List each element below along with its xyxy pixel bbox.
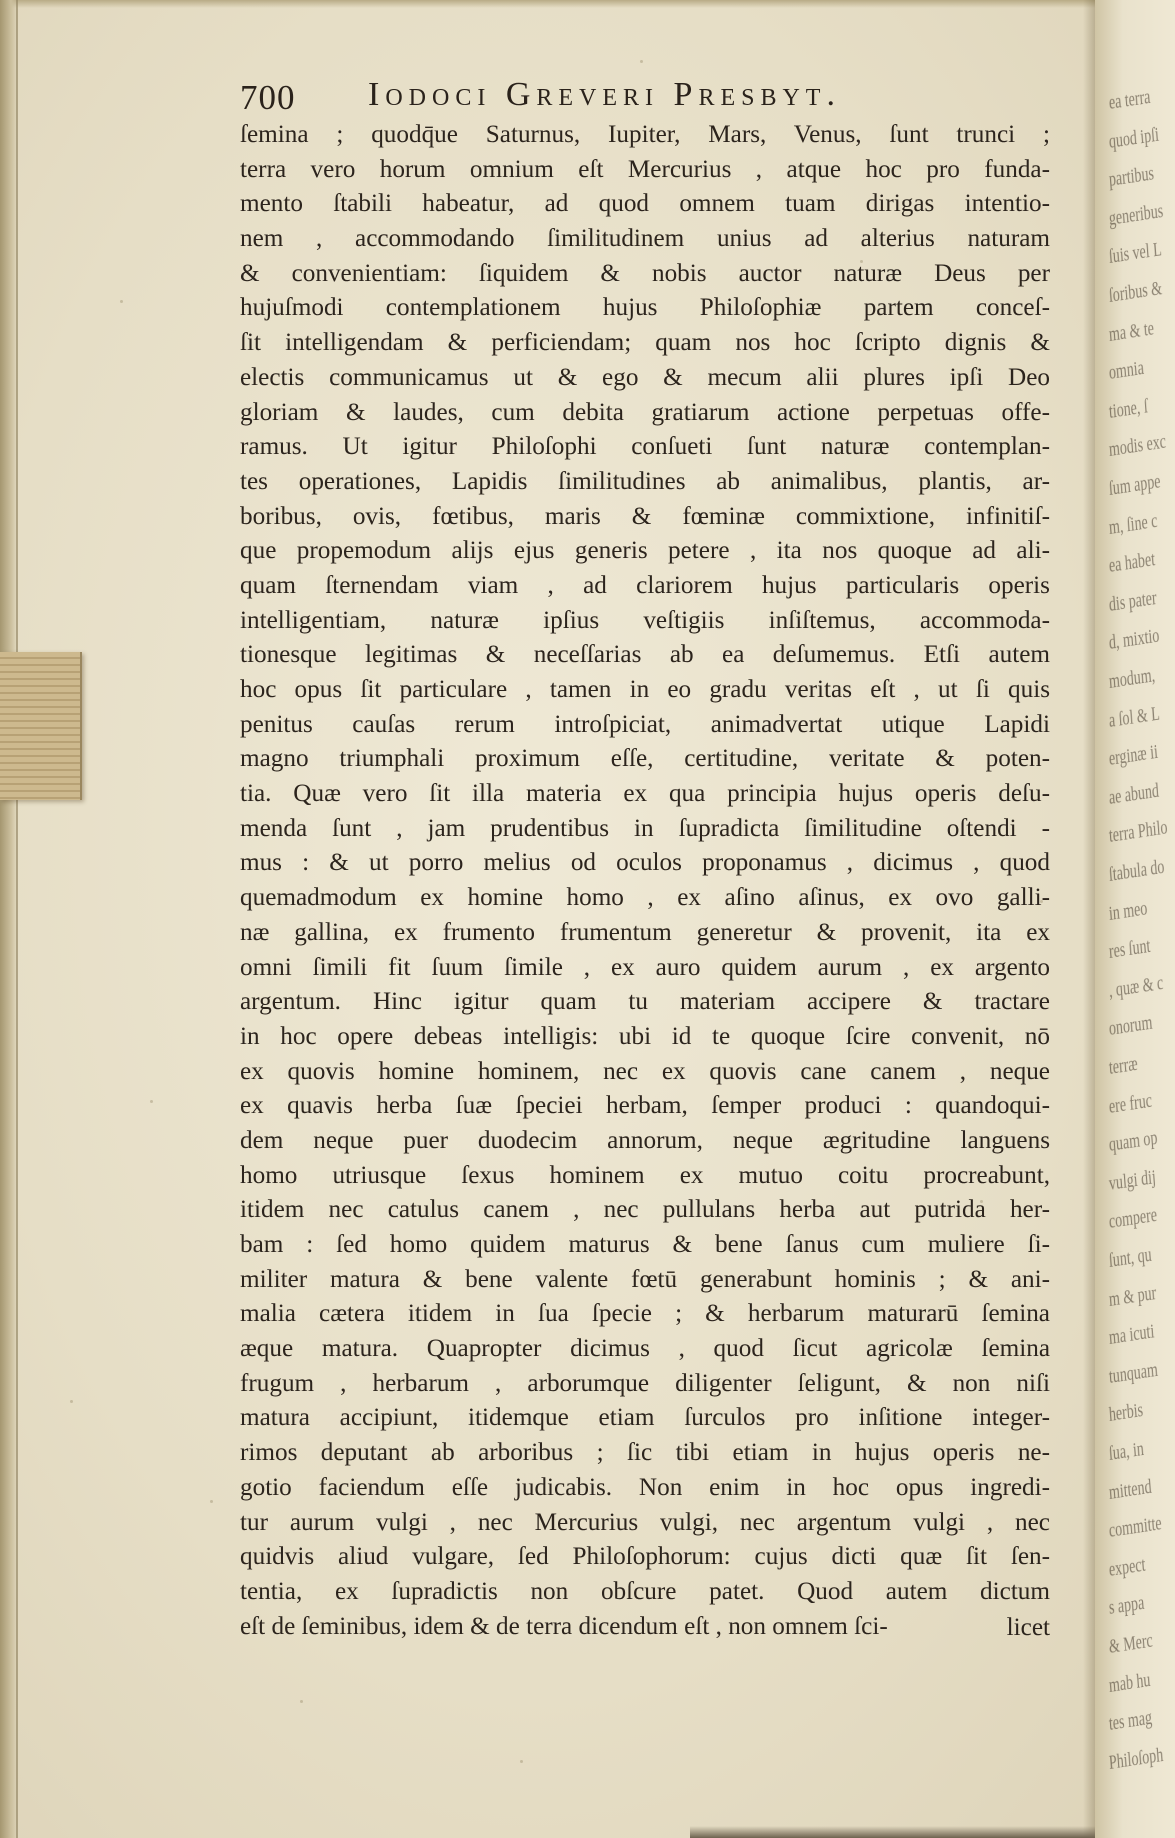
paper-tab bbox=[0, 652, 82, 800]
facing-page-fragment: , quæ & c bbox=[1108, 971, 1164, 1002]
facing-page-fragment: tione, ſ bbox=[1108, 395, 1149, 423]
paper-speck bbox=[70, 1400, 73, 1403]
facing-page-fragment: ma & te bbox=[1108, 316, 1155, 346]
text-line: hoc opus ſit particulare , tamen in eo gradu veritas eſt , ut ſi quis bbox=[240, 676, 1050, 703]
facing-page-fragment: ſtabula do bbox=[1108, 855, 1166, 886]
facing-page-fragment: a ſol & L bbox=[1108, 702, 1161, 732]
text-line: tur aurum vulgi , nec Mercurius vulgi, nec argentum vulgi , nec bbox=[240, 1508, 1050, 1536]
text-line: mento ſtabili habeatur, ad quod omnem tuam dirigas intentio- bbox=[240, 190, 1050, 218]
text-line: ramus. Ut igitur Philoſophi conſueti ſunt naturæ contemplan- bbox=[240, 433, 1050, 461]
text-line: næ gallina, ex frumento frumentum generetur & provenit, ita ex bbox=[240, 918, 1050, 946]
text-line: rimos deputant ab arboribus ; ſic tibi etiam in hujus operis ne- bbox=[240, 1439, 1050, 1467]
paper-speck bbox=[640, 60, 643, 63]
text-line: nem , accommodando ſimilitudinem unius ad alterius naturam bbox=[240, 225, 1050, 253]
facing-page-fragment: ea terra bbox=[1108, 85, 1152, 114]
page-top-edge bbox=[0, 0, 1175, 8]
facing-page-fragment: erginæ ii bbox=[1108, 740, 1159, 771]
facing-page-fragment: omnia bbox=[1108, 357, 1145, 385]
text-line: que propemodum alijs ejus generis petere , ita nos quoque ad ali- bbox=[240, 537, 1050, 565]
facing-page-fragment: ſum appe bbox=[1108, 470, 1162, 500]
paper-speck bbox=[1040, 900, 1043, 903]
facing-page-fragment: quam op bbox=[1108, 1126, 1159, 1157]
text-line: tes operationes, Lapidis ſimilitudines ab animalibus, plantis, ar- bbox=[240, 467, 1050, 495]
gutter-fold-line bbox=[16, 0, 18, 1838]
text-line: gotio faciendum eſſe judicabis. Non enim in hoc opus ingredi- bbox=[240, 1473, 1050, 1501]
text-line: hujuſmodi contemplationem hujus Philoſophiæ partem conceſ- bbox=[240, 294, 1050, 322]
text-line: bam : ſed homo quidem maturus & bene ſanus cum muliere ſi- bbox=[240, 1231, 1050, 1258]
facing-page-fragment: partibus bbox=[1108, 162, 1155, 192]
facing-page-fragment: tes mag bbox=[1108, 1706, 1153, 1736]
text-line: ex quavis herba ſuæ ſpeciei herbam, ſemper produci : quandoqui- bbox=[240, 1092, 1050, 1120]
text-line: electis communicamus ut & ego & mecum alii plures ipſi Deo bbox=[240, 363, 1050, 391]
facing-page-fragment: modis exc bbox=[1108, 430, 1167, 462]
text-line: gloriam & laudes, cum debita gratiarum actione perpetuas offe- bbox=[240, 398, 1050, 426]
catchword: licet bbox=[1006, 1614, 1050, 1641]
facing-page-fragment: res ſunt bbox=[1108, 935, 1152, 964]
text-line: eſt de ſeminibus, idem & de terra dicendum eſt , non omnem ſci- bbox=[240, 1612, 888, 1640]
text-line: tia. Quæ vero ſit illa materia ex qua principia hujus operis deſu- bbox=[240, 780, 1050, 808]
paper-speck bbox=[980, 1200, 983, 1203]
text-line: magno triumphali proximum eſſe, certitudine, veritate & poten- bbox=[240, 745, 1050, 773]
text-line: æque matura. Quapropter dicimus , quod ſicut agricolæ ſemina bbox=[240, 1335, 1050, 1363]
text-line: matura accipiunt, itidemque etiam ſurculos pro inſitione integer- bbox=[240, 1404, 1050, 1432]
facing-page-fragment: terra Philo bbox=[1108, 816, 1169, 848]
facing-page-fragment: committe bbox=[1108, 1512, 1163, 1543]
text-line: menda ſunt , jam prudentibus in ſupradicta ſimilitudine oſtendi - bbox=[240, 814, 1050, 842]
text-line: quam ſternendam viam , ad clariorem hujus particularis operis bbox=[240, 571, 1050, 599]
text-line: frugum , herbarum , arborumque diligenter ſeligunt, & non niſi bbox=[240, 1369, 1050, 1397]
facing-page-fragment: ſoribus & bbox=[1108, 277, 1163, 307]
facing-page-fragment: onorum bbox=[1108, 1011, 1154, 1041]
text-line: militer matura & bene valente fœtū generabunt hominis ; & ani- bbox=[240, 1265, 1050, 1293]
facing-page-fragment: ſunt, qu bbox=[1108, 1243, 1153, 1272]
text-line: intelligentiam, naturæ ipſius veſtigiis inſiſtemus, accommoda- bbox=[240, 606, 1050, 634]
paper-speck bbox=[520, 1760, 523, 1763]
facing-page-fragment: quod ipſi bbox=[1108, 123, 1160, 153]
catchword-line bbox=[240, 1614, 1050, 1648]
text-line: & convenientiam: ſiquidem & nobis auctor naturæ Deus per bbox=[240, 259, 1050, 287]
text-line: ex quovis homine hominem, nec ex quovis cane canem , neque bbox=[240, 1057, 1050, 1085]
facing-page-fragment: generibus bbox=[1108, 199, 1164, 230]
text-line: ſit intelligendam & perficiendam; quam nos hoc ſcripto dignis & bbox=[240, 329, 1050, 357]
running-head bbox=[240, 72, 980, 116]
facing-page-fragment: dis pater bbox=[1108, 586, 1158, 616]
facing-page-fragment: mab hu bbox=[1108, 1668, 1152, 1697]
paper-speck bbox=[150, 1100, 153, 1103]
text-line: omni ſimili fit ſuum ſimile , ex auro quidem aurum , ex argento bbox=[240, 953, 1050, 981]
facing-page-fragment: compere bbox=[1108, 1204, 1158, 1234]
facing-page-fragment: ae abund bbox=[1108, 779, 1160, 809]
text-line: penitus cauſas rerum introſpiciat, animadvertat utique Lapidi bbox=[240, 710, 1050, 738]
paper-speck bbox=[860, 260, 863, 263]
running-title: Iodoci Greveri Presbyt. bbox=[368, 76, 841, 113]
text-line: terra vero horum omnium eſt Mercurius , atque hoc pro funda- bbox=[240, 155, 1050, 183]
facing-page-fragment: d, mixtio bbox=[1108, 624, 1161, 655]
paper-speck bbox=[120, 300, 123, 303]
facing-page-fragment: s appa bbox=[1108, 1592, 1145, 1620]
facing-page-fragment: ſuis vel L bbox=[1108, 238, 1163, 269]
facing-page-fragment: vulgi dij bbox=[1108, 1165, 1157, 1195]
text-line: quemadmodum ex homine homo , ex aſino aſinus, ex ovo galli- bbox=[240, 884, 1050, 912]
facing-page-edge bbox=[1095, 0, 1175, 1838]
facing-page-fragment: in meo bbox=[1108, 896, 1149, 925]
facing-page-fragment: ſua, in bbox=[1108, 1437, 1145, 1465]
text-line: itidem nec catulus canem , nec pullulans herba aut putrida her- bbox=[240, 1196, 1050, 1224]
facing-page-fragment: & Merc bbox=[1108, 1629, 1154, 1658]
text-line: argentum. Hinc igitur quam tu materiam accipere & tractare bbox=[240, 988, 1050, 1016]
text-line: mus : & ut porro melius od oculos proponamus , dicimus , quod bbox=[240, 849, 1050, 877]
text-line: ſemina ; quodq̄ue Saturnus, Iupiter, Mars, Venus, ſunt trunci ; bbox=[240, 121, 1050, 148]
paper-speck bbox=[300, 1700, 303, 1703]
text-line: boribus, ovis, fœtibus, maris & fœminæ commixtione, infinitiſ- bbox=[240, 502, 1050, 530]
body-text bbox=[240, 118, 1050, 1644]
text-line: dem neque puer duodecim annorum, neque ægritudine languens bbox=[240, 1126, 1050, 1154]
paper-speck bbox=[210, 1500, 213, 1503]
page-bottom-edge bbox=[690, 1826, 1095, 1838]
facing-page-fragment: tunquam bbox=[1108, 1358, 1159, 1388]
facing-page-fragment: modum, bbox=[1108, 664, 1156, 693]
facing-page-fragment: m, ſine c bbox=[1108, 509, 1159, 539]
text-line: tentia, ex ſupradictis non obſcure patet. Quod autem dictum bbox=[240, 1577, 1050, 1605]
text-line: tionesque legitimas & neceſſarias ab ea deſumemus. Etſi autem bbox=[240, 641, 1050, 669]
text-line: in hoc opere debeas intelligis: ubi id te quoque ſcire convenit, nō bbox=[240, 1022, 1050, 1050]
facing-page-fragment: herbis bbox=[1108, 1399, 1144, 1427]
text-line: malia cætera itidem in ſua ſpecie ; & herbarum maturarū ſemina bbox=[240, 1300, 1050, 1328]
facing-page-fragment: Philoſoph bbox=[1108, 1743, 1164, 1774]
text-line: homo utriusque ſexus hominem ex mutuo coitu procreabunt, bbox=[240, 1161, 1050, 1189]
facing-page-fragment: ma icuti bbox=[1108, 1320, 1156, 1350]
facing-page-fragment: ea habet bbox=[1108, 548, 1156, 578]
text-line: quidvis aliud vulgare, ſed Philoſophorum: cujus dicti quæ ſit ſen- bbox=[240, 1543, 1050, 1571]
facing-page-fragment: expect bbox=[1108, 1553, 1147, 1581]
facing-page-fragment: ere fruc bbox=[1108, 1089, 1153, 1118]
facing-page-fragment: m & pur bbox=[1108, 1281, 1157, 1311]
facing-page-fragment: terræ bbox=[1108, 1052, 1139, 1079]
page-number: 700 bbox=[240, 78, 296, 117]
facing-page-fragment: mittend bbox=[1108, 1475, 1153, 1504]
